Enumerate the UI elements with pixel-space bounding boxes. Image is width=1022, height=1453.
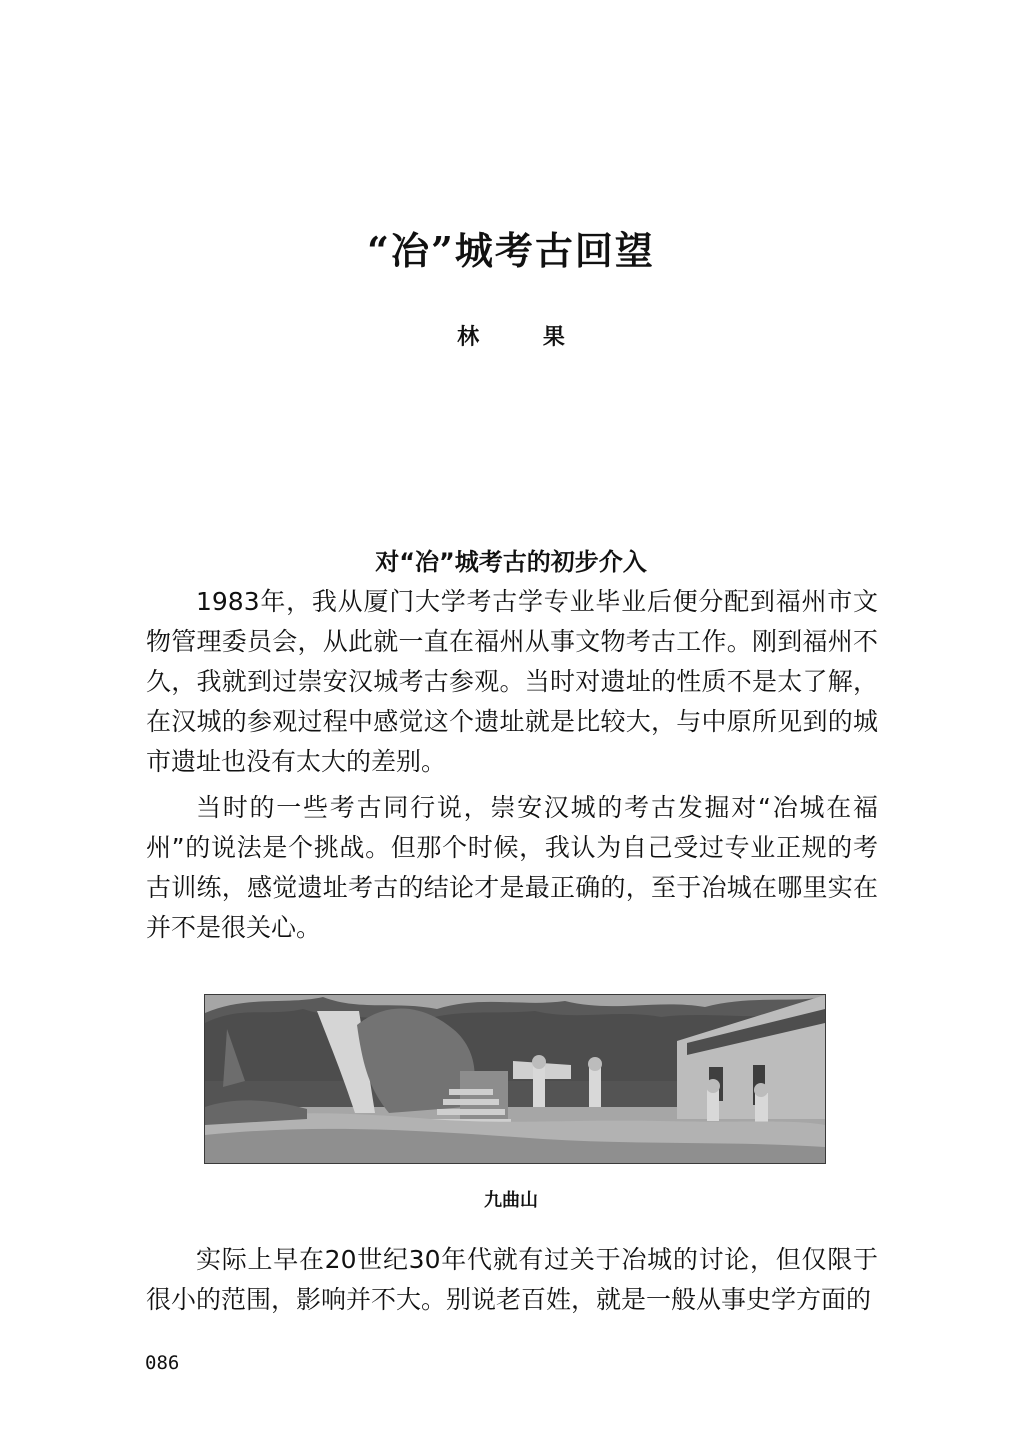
- article-title: “冶”城考古回望: [367, 228, 655, 273]
- body-paragraph-2: 当时的一些考古同行说，崇安汉城的考古发掘对“冶城在福州”的说法是个挑战。但那个时候，我认为自己受过专业正规的考古训练，感觉遗址考古的结论才是最正确的，至于冶城在哪里实在并不是很关心。: [146, 793, 878, 942]
- jiuqu-mountain-photo: [204, 994, 826, 1164]
- photo-caption: 九曲山: [484, 1190, 538, 1211]
- section-heading: 对“冶”城考古的初步介入: [375, 548, 647, 576]
- page-number: 086: [145, 1352, 180, 1374]
- body-paragraph-3: 实际上早在20世纪30年代就有过关于冶城的讨论，但仅限于很小的范围，影响并不大。别说老百姓，就是一般从事史学方面的: [146, 1245, 878, 1314]
- author-name: 林 果: [457, 324, 593, 350]
- body-paragraph-1: 1983年，我从厦门大学考古学专业毕业后便分配到福州市文物管理委员会，从此就一直在福州从事文物考古工作。刚到福州不久，我就到过崇安汉城考古参观。当时对遗址的性质不是太了解，在汉城的参观过程中感觉这个遗址就是比较大，与中原所见到的城市遗址也没有太大的差别。: [146, 587, 878, 776]
